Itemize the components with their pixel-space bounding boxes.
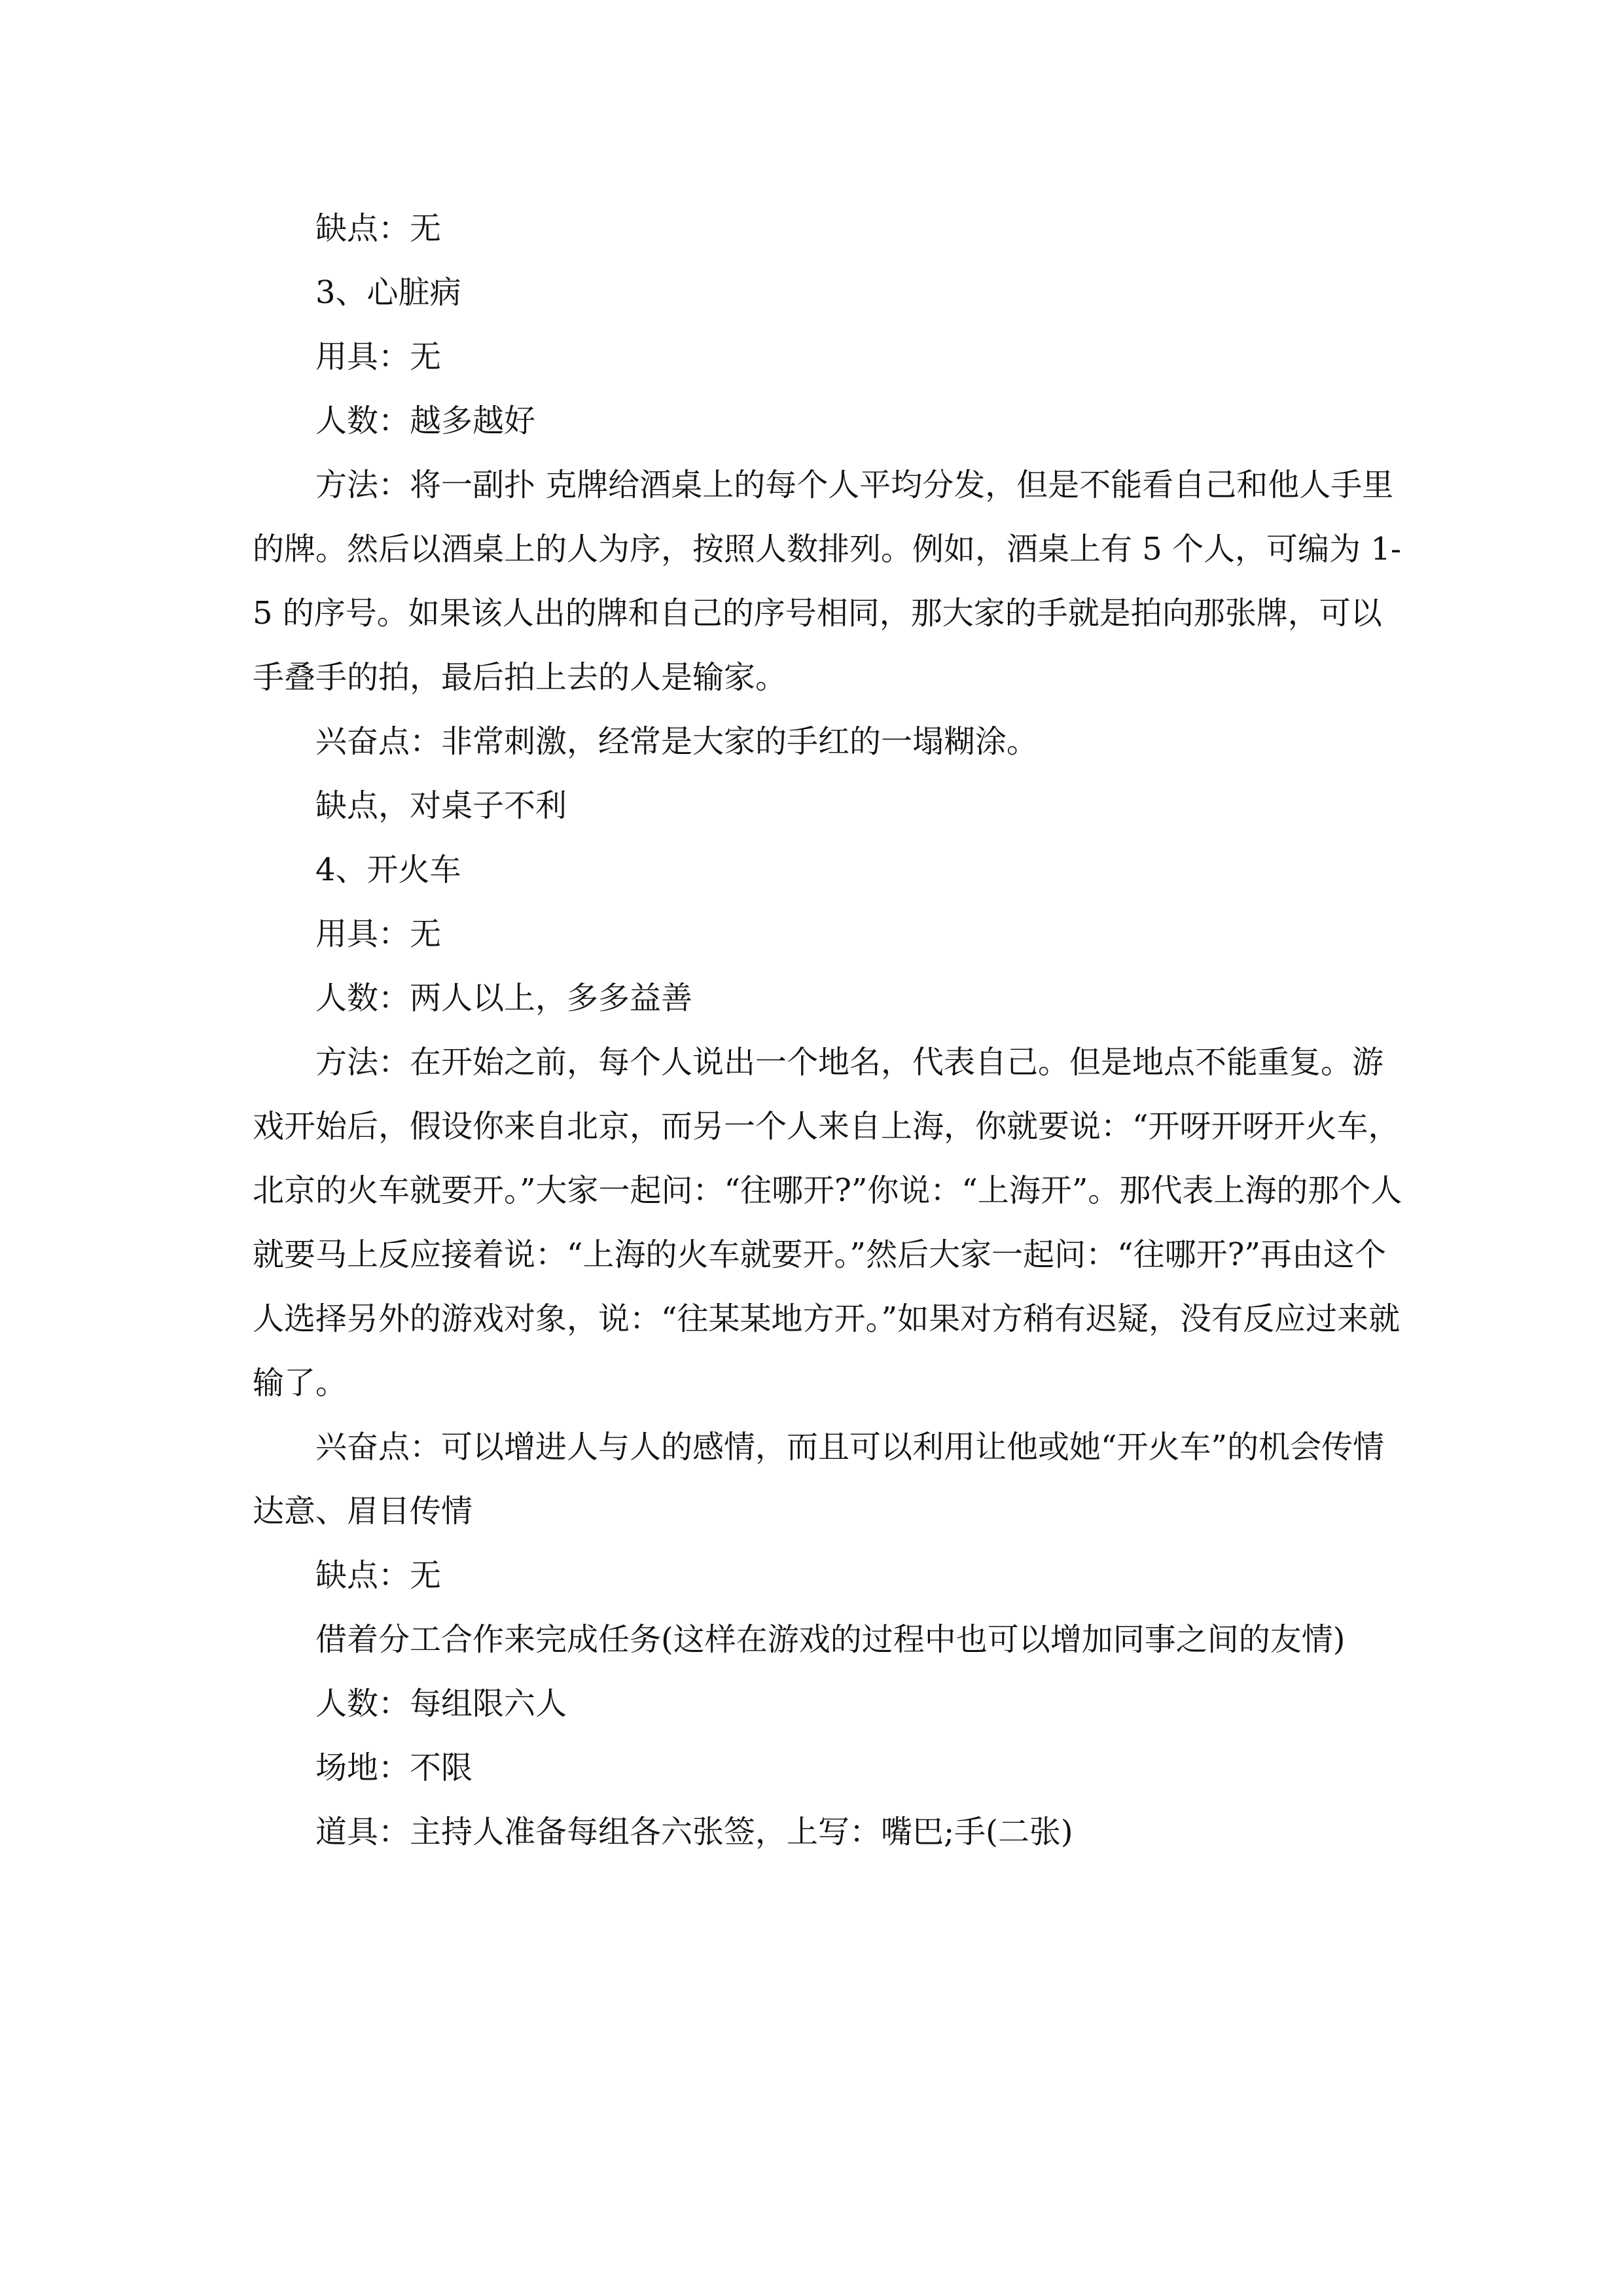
paragraph-drawback: 缺点：无 [315, 1557, 442, 1594]
paragraph-drawback: 缺点：无 [315, 210, 442, 247]
paragraph-players: 人数：越多越好 [315, 403, 536, 439]
paragraph-venue: 场地：不限 [315, 1749, 473, 1786]
paragraph-method: 方法：将一副扑 克牌给酒桌上的每个人平均分发，但是不能看自己和他人手里的牌。然后以酒桌上的人为序，按照人数排列。例如，酒桌上有 5 个人，可编为 1-5 的序号。如果该人出的牌和自己的序号相同，那大家的手就是拍向那张牌，可以手叠手的拍，最后拍上去的人是输家。 [253, 467, 1402, 696]
paragraph-drawback: 缺点，对桌子不利 [315, 787, 567, 824]
paragraph-intro: 借着分工合作来完成任务(这样在游戏的过程中也可以增加同事之间的友情) [315, 1621, 1346, 1658]
paragraph-tools: 用具：无 [315, 338, 442, 375]
paragraph-players: 人数：两人以上，多多益善 [315, 980, 693, 1016]
paragraph-method: 方法：在开始之前，每个人说出一个地名，代表自己。但是地点不能重复。游戏开始后，假设你来自北京，而另一个人来自上海，你就要说：“开呀开呀开火车，北京的火车就要开。”大家一起问：“往哪开?”你说：“上海开”。那代表上海的那个人就要马上反应接着说：“上海的火车就要开。”然后大家一起问：“往哪开?”再由这个人选择另外的游戏对象，说：“往某某地方开。”如果对方稍有迟疑，没有反应过来就输了。 [253, 1044, 1402, 1401]
paragraph-tools: 用具：无 [315, 916, 442, 952]
heading-game-3: 3、心脏病 [315, 274, 461, 311]
paragraph-props: 道具：主持人准备每组各六张签，上写：嘴巴;手(二张) [315, 1814, 1073, 1850]
heading-game-4: 4、开火车 [315, 852, 461, 888]
paragraph-players: 人数：每组限六人 [315, 1685, 567, 1722]
paragraph-excitement: 兴奋点：可以增进人与人的感情，而且可以利用让他或她“开火车”的机会传情达意、眉目传情 [253, 1429, 1385, 1530]
document-body [253, 196, 1404, 1864]
paragraph-excitement: 兴奋点：非常刺激，经常是大家的手红的一塌糊涂。 [315, 723, 1039, 760]
